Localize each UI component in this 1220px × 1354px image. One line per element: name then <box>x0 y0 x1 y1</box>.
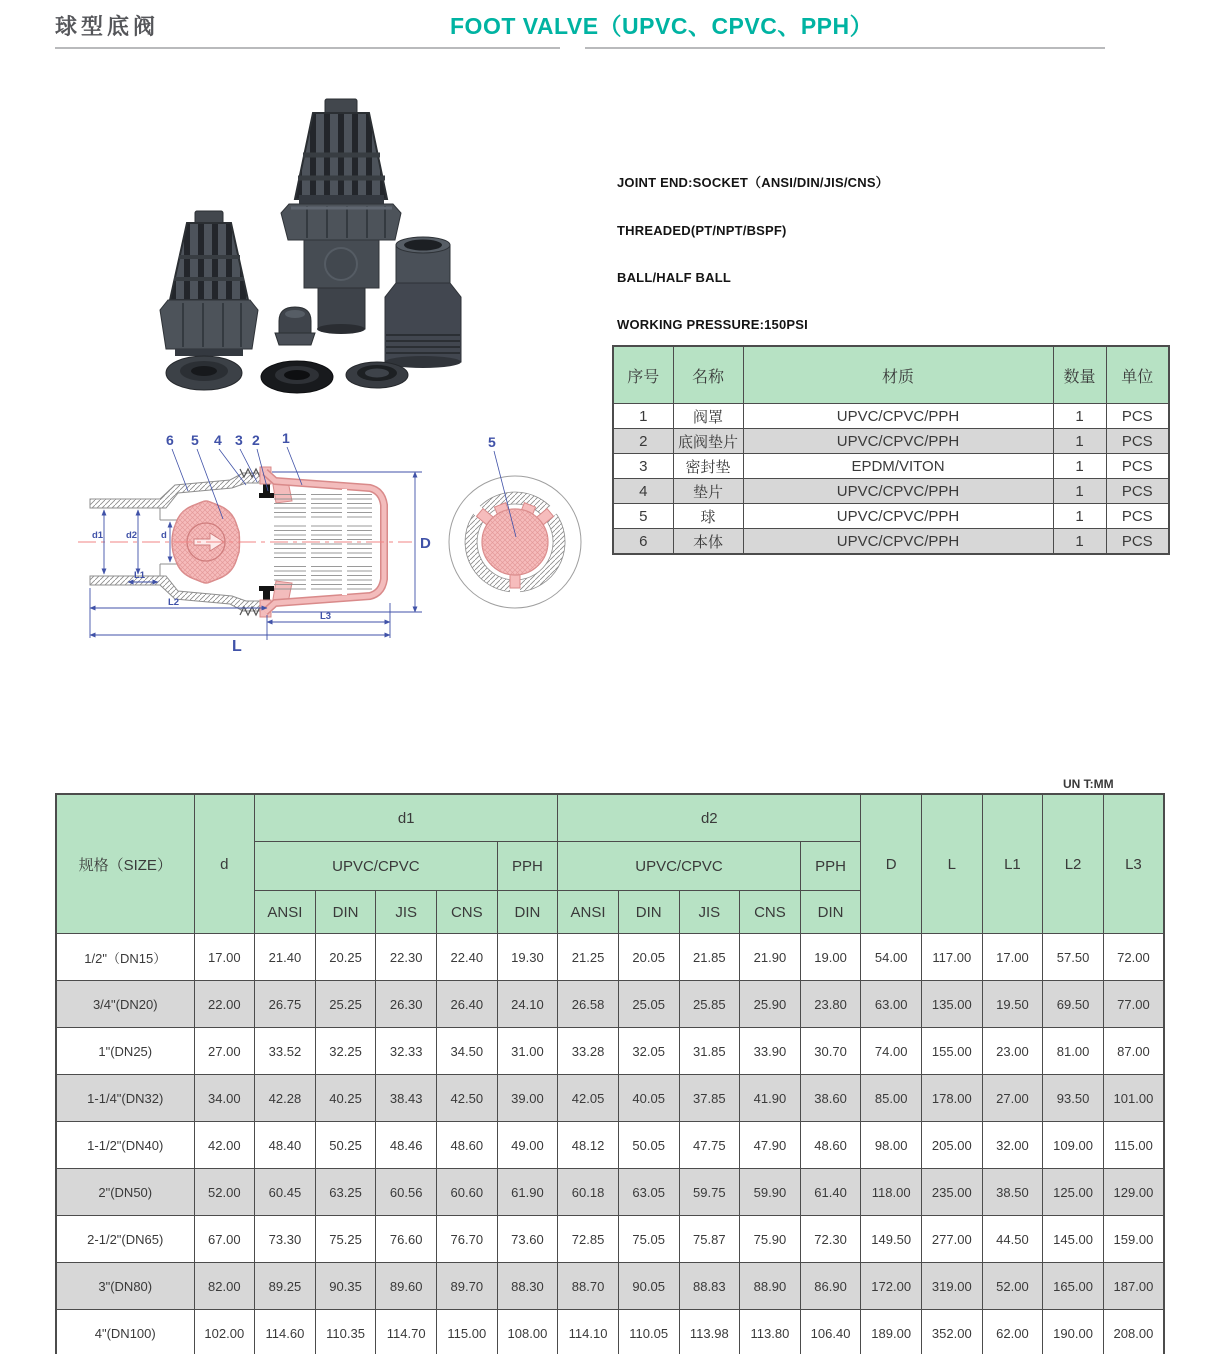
end-view <box>449 434 581 608</box>
column-header-size: 规格（SIZE） <box>56 794 194 934</box>
dim-label-L: L <box>232 638 242 655</box>
table-cell: 1 <box>613 404 673 429</box>
table-cell: 42.28 <box>255 1075 316 1122</box>
table-cell: 25.25 <box>315 981 376 1028</box>
table-cell: 187.00 <box>1103 1263 1164 1310</box>
table-cell: 34.50 <box>437 1028 498 1075</box>
table-cell: 110.05 <box>618 1310 679 1354</box>
table-cell: 81.00 <box>1043 1028 1104 1075</box>
column-header-d1: d1 <box>255 794 558 842</box>
table-cell: 352.00 <box>922 1310 983 1354</box>
table-cell: 阀罩 <box>673 404 743 429</box>
table-cell: 118.00 <box>861 1169 922 1216</box>
table-row <box>56 934 1164 981</box>
table-cell: 113.98 <box>679 1310 740 1354</box>
table-cell: 85.00 <box>861 1075 922 1122</box>
table-cell: 25.05 <box>618 981 679 1028</box>
table-cell: PCS <box>1106 479 1169 504</box>
column-header: 数量 <box>1053 346 1106 404</box>
table-cell: 77.00 <box>1103 981 1164 1028</box>
page-title-english: FOOT VALVE（UPVC、CPVC、PPH） <box>450 13 874 39</box>
table-cell: 本体 <box>673 529 743 555</box>
table-cell: 90.35 <box>315 1263 376 1310</box>
table-cell: EPDM/VITON <box>743 454 1053 479</box>
table-cell: PCS <box>1106 404 1169 429</box>
table-cell: 88.70 <box>558 1263 619 1310</box>
table-cell: 1 <box>1053 504 1106 529</box>
callout-3: 3 <box>235 432 243 448</box>
table-cell: 20.25 <box>315 934 376 981</box>
table-cell: 61.40 <box>800 1169 861 1216</box>
column-header-standard: CNS <box>740 891 801 934</box>
table-cell: 底阀垫片 <box>673 429 743 454</box>
table-cell: 69.50 <box>1043 981 1104 1028</box>
table-cell: PCS <box>1106 504 1169 529</box>
column-header-L3: L3 <box>1103 794 1164 934</box>
table-cell: 22.30 <box>376 934 437 981</box>
table-cell: 42.00 <box>194 1122 255 1169</box>
column-header-standard: DIN <box>497 891 558 934</box>
table-cell: 42.50 <box>437 1075 498 1122</box>
table-row <box>56 1122 1164 1169</box>
table-cell: 32.00 <box>982 1122 1043 1169</box>
column-header: 单位 <box>1106 346 1169 404</box>
spec-list <box>617 172 1157 364</box>
callout-1: 1 <box>282 430 290 446</box>
table-cell: 32.05 <box>618 1028 679 1075</box>
table-cell: 86.90 <box>800 1263 861 1310</box>
socket-end <box>318 288 365 329</box>
column-header-L: L <box>922 794 983 934</box>
callout-5-end-view: 5 <box>488 434 496 450</box>
column-header-D: D <box>861 794 922 934</box>
table-cell: 93.50 <box>1043 1075 1104 1122</box>
column-header-material: PPH <box>497 842 558 891</box>
table-cell: 235.00 <box>922 1169 983 1216</box>
table-cell: 30.70 <box>800 1028 861 1075</box>
table-cell: 19.00 <box>800 934 861 981</box>
table-cell: 114.70 <box>376 1310 437 1354</box>
table-cell: 22.00 <box>194 981 255 1028</box>
table-cell: 101.00 <box>1103 1075 1164 1122</box>
table-cell: 54.00 <box>861 934 922 981</box>
table-cell: 6 <box>613 529 673 555</box>
table-cell: 47.75 <box>679 1122 740 1169</box>
table-cell: UPVC/CPVC/PPH <box>743 479 1053 504</box>
parts-table-header-row <box>613 346 1169 404</box>
table-cell: 277.00 <box>922 1216 983 1263</box>
table-cell: 149.50 <box>861 1216 922 1263</box>
spec-line: BALL/HALF BALL <box>617 270 731 285</box>
table-cell: 59.90 <box>740 1169 801 1216</box>
table-cell: 73.30 <box>255 1216 316 1263</box>
table-cell: 108.00 <box>497 1310 558 1354</box>
table-cell: 115.00 <box>437 1310 498 1354</box>
table-cell: 2"(DN50) <box>56 1169 194 1216</box>
table-cell: 48.12 <box>558 1122 619 1169</box>
table-row <box>613 529 1169 555</box>
table-cell: 17.00 <box>194 934 255 981</box>
table-cell: 19.30 <box>497 934 558 981</box>
table-cell: UPVC/CPVC/PPH <box>743 404 1053 429</box>
callout-6: 6 <box>166 432 174 448</box>
table-cell: 60.60 <box>437 1169 498 1216</box>
table-cell: 25.85 <box>679 981 740 1028</box>
column-header-standard: JIS <box>376 891 437 934</box>
column-header-standard: DIN <box>618 891 679 934</box>
photo-socket-adapter <box>385 237 461 368</box>
table-cell: 1 <box>1053 404 1106 429</box>
table-cell: 109.00 <box>1043 1122 1104 1169</box>
table-cell: 50.25 <box>315 1122 376 1169</box>
dim-label-D: D <box>420 535 431 552</box>
table-cell: 26.40 <box>437 981 498 1028</box>
table-cell: 25.90 <box>740 981 801 1028</box>
table-row <box>613 504 1169 529</box>
table-row <box>56 981 1164 1028</box>
table-cell: 26.75 <box>255 981 316 1028</box>
table-cell: 114.60 <box>255 1310 316 1354</box>
table-cell: 117.00 <box>922 934 983 981</box>
table-cell: 76.60 <box>376 1216 437 1263</box>
column-header-standard: ANSI <box>558 891 619 934</box>
column-header-standard: JIS <box>679 891 740 934</box>
column-header: 材质 <box>743 346 1053 404</box>
table-cell: 38.43 <box>376 1075 437 1122</box>
table-row <box>56 1075 1164 1122</box>
column-header-material: UPVC/CPVC <box>558 842 801 891</box>
table-row <box>613 479 1169 504</box>
table-cell: 114.10 <box>558 1310 619 1354</box>
table-cell: 27.00 <box>194 1028 255 1075</box>
table-cell: 21.90 <box>740 934 801 981</box>
table-cell: 178.00 <box>922 1075 983 1122</box>
table-cell: 87.00 <box>1103 1028 1164 1075</box>
table-cell: 26.58 <box>558 981 619 1028</box>
table-cell: 38.60 <box>800 1075 861 1122</box>
table-cell: 205.00 <box>922 1122 983 1169</box>
table-cell: 60.56 <box>376 1169 437 1216</box>
table-row <box>56 1263 1164 1310</box>
dim-label-L3: L3 <box>320 611 332 622</box>
dim-label-d: d <box>161 530 167 541</box>
table-cell: 75.25 <box>315 1216 376 1263</box>
table-cell: 72.00 <box>1103 934 1164 981</box>
product-photo <box>75 85 580 425</box>
table-cell: 52.00 <box>982 1263 1043 1310</box>
table-row <box>613 454 1169 479</box>
table-cell: 88.30 <box>497 1263 558 1310</box>
table-cell: 23.00 <box>982 1028 1043 1075</box>
dim-label-d1: d1 <box>92 530 104 541</box>
column-header-L1: L1 <box>982 794 1043 934</box>
column-header-material: PPH <box>800 842 861 891</box>
photo-gasket-middle <box>261 361 333 393</box>
table-cell: 32.25 <box>315 1028 376 1075</box>
table-cell: 40.25 <box>315 1075 376 1122</box>
column-header-standard: CNS <box>437 891 498 934</box>
table-cell: 88.83 <box>679 1263 740 1310</box>
table-cell: 48.60 <box>437 1122 498 1169</box>
table-cell: 24.10 <box>497 981 558 1028</box>
table-cell: 32.33 <box>376 1028 437 1075</box>
callout-4: 4 <box>214 432 222 448</box>
table-cell: 48.46 <box>376 1122 437 1169</box>
spec-line: JOINT END:SOCKET（ANSI/DIN/JIS/CNS） <box>617 175 889 190</box>
column-header-material: UPVC/CPVC <box>255 842 498 891</box>
table-cell: 76.70 <box>437 1216 498 1263</box>
table-cell: UPVC/CPVC/PPH <box>743 504 1053 529</box>
table-cell: 38.50 <box>982 1169 1043 1216</box>
table-cell: 3/4"(DN20) <box>56 981 194 1028</box>
table-cell: 63.05 <box>618 1169 679 1216</box>
table-cell: 1/2"（DN15） <box>56 934 194 981</box>
table-cell: 50.05 <box>618 1122 679 1169</box>
table-cell: 44.50 <box>982 1216 1043 1263</box>
table-cell: 17.00 <box>982 934 1043 981</box>
table-cell: 52.00 <box>194 1169 255 1216</box>
callout-5: 5 <box>191 432 199 448</box>
table-cell: 1-1/2"(DN40) <box>56 1122 194 1169</box>
table-cell: 75.05 <box>618 1216 679 1263</box>
table-cell: 74.00 <box>861 1028 922 1075</box>
table-cell: 159.00 <box>1103 1216 1164 1263</box>
table-row <box>56 1310 1164 1354</box>
table-cell: 75.90 <box>740 1216 801 1263</box>
table-cell: 1 <box>1053 479 1106 504</box>
table-cell: UPVC/CPVC/PPH <box>743 529 1053 555</box>
table-cell: 20.05 <box>618 934 679 981</box>
table-cell: PCS <box>1106 529 1169 555</box>
table-cell: 31.00 <box>497 1028 558 1075</box>
table-cell: 27.00 <box>982 1075 1043 1122</box>
table-cell: 98.00 <box>861 1122 922 1169</box>
unit-note: UN T:MM <box>1063 777 1114 791</box>
dim-header-row-1 <box>56 794 1164 842</box>
table-cell: 102.00 <box>194 1310 255 1354</box>
spec-line: WORKING PRESSURE:150PSI <box>617 317 808 332</box>
table-cell: 4 <box>613 479 673 504</box>
table-cell: 73.60 <box>497 1216 558 1263</box>
table-cell: 82.00 <box>194 1263 255 1310</box>
table-cell: 1 <box>1053 429 1106 454</box>
table-cell: 59.75 <box>679 1169 740 1216</box>
table-row <box>56 1169 1164 1216</box>
table-cell: 125.00 <box>1043 1169 1104 1216</box>
table-cell: 75.87 <box>679 1216 740 1263</box>
header-divider-left <box>55 47 560 49</box>
table-cell: 88.90 <box>740 1263 801 1310</box>
table-cell: 21.85 <box>679 934 740 981</box>
dimension-table <box>55 793 1165 1354</box>
spec-line: THREADED(PT/NPT/BSPF) <box>617 223 787 238</box>
photo-gasket-left <box>166 356 242 390</box>
table-cell: 190.00 <box>1043 1310 1104 1354</box>
column-header: 名称 <box>673 346 743 404</box>
table-cell: 172.00 <box>861 1263 922 1310</box>
table-cell: 密封垫 <box>673 454 743 479</box>
table-cell: 110.35 <box>315 1310 376 1354</box>
column-header-standard: DIN <box>800 891 861 934</box>
table-cell: 5 <box>613 504 673 529</box>
table-cell: 1 <box>1053 454 1106 479</box>
table-row <box>613 429 1169 454</box>
dim-label-d2: d2 <box>126 530 138 541</box>
table-cell: PCS <box>1106 429 1169 454</box>
table-cell: 2-1/2"(DN65) <box>56 1216 194 1263</box>
column-header-standard: ANSI <box>255 891 316 934</box>
table-cell: 34.00 <box>194 1075 255 1122</box>
table-cell: 60.18 <box>558 1169 619 1216</box>
table-cell: 62.00 <box>982 1310 1043 1354</box>
table-cell: 1"(DN25) <box>56 1028 194 1075</box>
table-cell: 48.40 <box>255 1122 316 1169</box>
table-cell: 49.00 <box>497 1122 558 1169</box>
table-cell: 57.50 <box>1043 934 1104 981</box>
table-cell: 63.00 <box>861 981 922 1028</box>
callout-2: 2 <box>252 432 260 448</box>
table-cell: 33.90 <box>740 1028 801 1075</box>
table-row <box>613 404 1169 429</box>
table-cell: 19.50 <box>982 981 1043 1028</box>
table-cell: 89.70 <box>437 1263 498 1310</box>
table-row <box>56 1216 1164 1263</box>
column-header-standard: DIN <box>315 891 376 934</box>
table-cell: 72.85 <box>558 1216 619 1263</box>
table-cell: 135.00 <box>922 981 983 1028</box>
table-cell: 2 <box>613 429 673 454</box>
parts-table <box>612 345 1170 555</box>
table-cell: 26.30 <box>376 981 437 1028</box>
table-row <box>56 1028 1164 1075</box>
table-cell: 42.05 <box>558 1075 619 1122</box>
table-cell: 89.25 <box>255 1263 316 1310</box>
table-cell: 89.60 <box>376 1263 437 1310</box>
table-cell: 40.05 <box>618 1075 679 1122</box>
table-cell: 21.25 <box>558 934 619 981</box>
photo-cap <box>275 307 315 345</box>
table-cell: 37.85 <box>679 1075 740 1122</box>
table-cell: 3 <box>613 454 673 479</box>
dim-label-L1: L1 <box>134 570 146 581</box>
column-header-d: d <box>194 794 255 934</box>
table-cell: 113.80 <box>740 1310 801 1354</box>
table-cell: 垫片 <box>673 479 743 504</box>
table-cell: 106.40 <box>800 1310 861 1354</box>
table-cell: 41.90 <box>740 1075 801 1122</box>
table-cell: 1-1/4"(DN32) <box>56 1075 194 1122</box>
table-cell: 球 <box>673 504 743 529</box>
table-cell: PCS <box>1106 454 1169 479</box>
table-cell: 31.85 <box>679 1028 740 1075</box>
table-cell: 22.40 <box>437 934 498 981</box>
table-cell: 155.00 <box>922 1028 983 1075</box>
table-cell: 48.60 <box>800 1122 861 1169</box>
technical-diagram <box>60 425 605 670</box>
table-cell: 1 <box>1053 529 1106 555</box>
column-header-L2: L2 <box>1043 794 1104 934</box>
table-cell: UPVC/CPVC/PPH <box>743 429 1053 454</box>
table-cell: 23.80 <box>800 981 861 1028</box>
table-cell: 47.90 <box>740 1122 801 1169</box>
table-cell: 4"(DN100) <box>56 1310 194 1354</box>
photo-foot-valve-assembled <box>281 99 401 334</box>
table-cell: 115.00 <box>1103 1122 1164 1169</box>
table-cell: 3"(DN80) <box>56 1263 194 1310</box>
table-cell: 21.40 <box>255 934 316 981</box>
table-cell: 208.00 <box>1103 1310 1164 1354</box>
header-divider-right <box>585 47 1105 49</box>
table-cell: 63.25 <box>315 1169 376 1216</box>
table-cell: 33.28 <box>558 1028 619 1075</box>
photo-gasket-right <box>346 362 408 388</box>
table-cell: 189.00 <box>861 1310 922 1354</box>
table-cell: 90.05 <box>618 1263 679 1310</box>
dim-label-L2: L2 <box>168 597 180 608</box>
table-cell: 145.00 <box>1043 1216 1104 1263</box>
column-header-d2: d2 <box>558 794 861 842</box>
page-title-chinese: 球型底阀 <box>55 14 160 39</box>
table-cell: 61.90 <box>497 1169 558 1216</box>
table-cell: 319.00 <box>922 1263 983 1310</box>
table-cell: 72.30 <box>800 1216 861 1263</box>
table-cell: 39.00 <box>497 1075 558 1122</box>
table-cell: 67.00 <box>194 1216 255 1263</box>
table-cell: 129.00 <box>1103 1169 1164 1216</box>
table-cell: 60.45 <box>255 1169 316 1216</box>
table-cell: 165.00 <box>1043 1263 1104 1310</box>
table-cell: 33.52 <box>255 1028 316 1075</box>
column-header: 序号 <box>613 346 673 404</box>
photo-strainer-small <box>160 211 258 356</box>
